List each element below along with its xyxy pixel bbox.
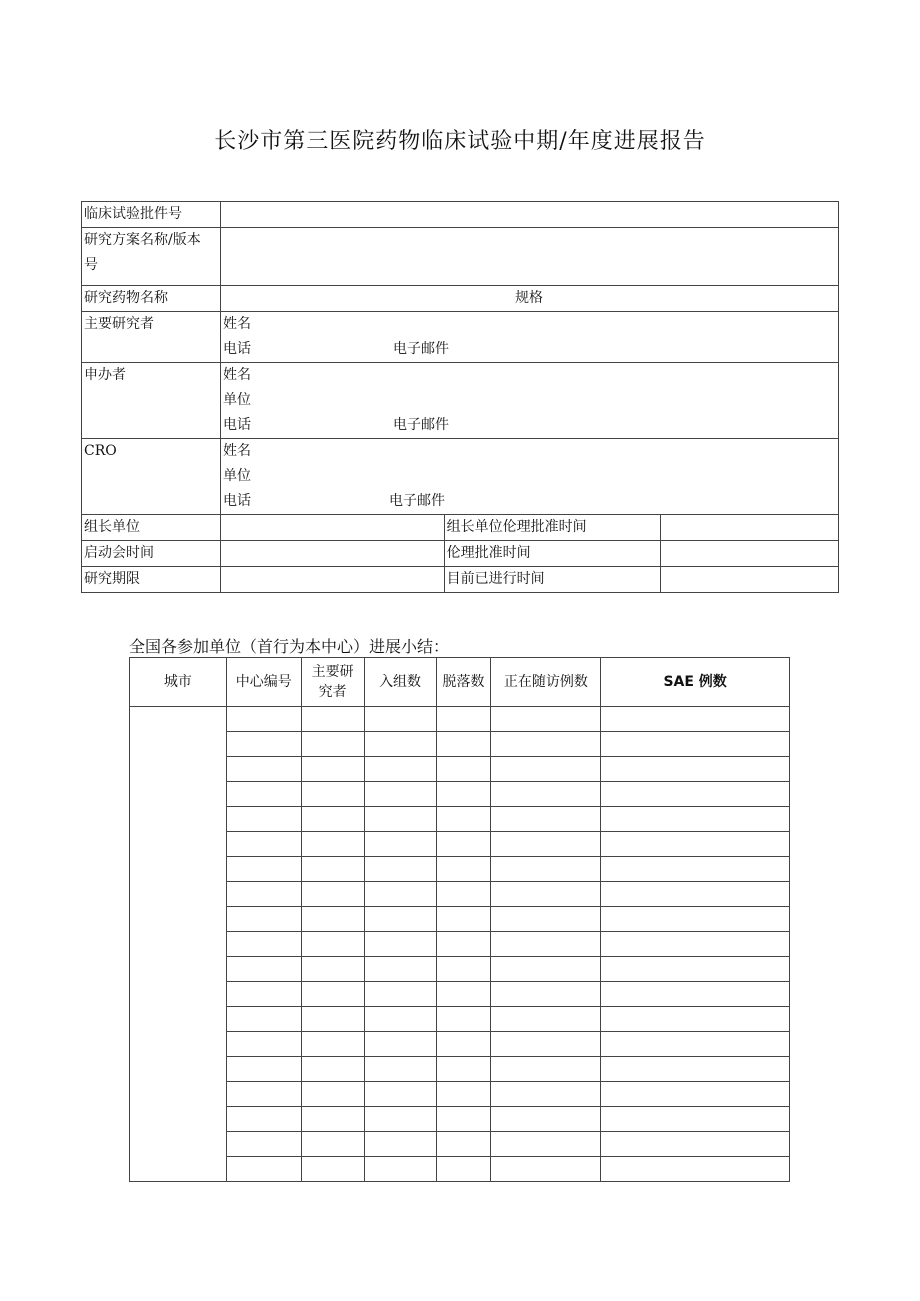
table-cell[interactable] [364,1032,436,1057]
table-cell[interactable] [226,957,301,982]
table-cell[interactable] [301,757,364,782]
table-cell[interactable] [436,757,491,782]
table-cell[interactable] [226,932,301,957]
table-cell[interactable] [601,1157,790,1182]
table-cell[interactable] [491,882,601,907]
table-cell[interactable] [491,832,601,857]
page-title: 长沙市第三医院药物临床试验中期/年度进展报告 [214,129,706,154]
table-cell[interactable] [491,1132,601,1157]
pi-details[interactable] [220,312,838,363]
table-cell[interactable] [364,982,436,1007]
table-cell[interactable] [601,707,790,732]
table-cell[interactable] [364,1082,436,1107]
col-pi: 主要研 究者 [301,658,364,707]
table-cell[interactable] [364,1007,436,1032]
cro-phone-label: 电话 [222,493,251,509]
cro-label: CRO [82,439,221,515]
table-cell[interactable] [491,1032,601,1057]
study-period-field[interactable] [220,567,444,593]
table-cell[interactable] [601,857,790,882]
table-cell[interactable] [436,1082,491,1107]
table-cell[interactable] [601,757,790,782]
table-cell[interactable] [364,907,436,932]
table-cell[interactable] [436,732,491,757]
table-cell[interactable] [301,782,364,807]
table-row [130,932,790,957]
table-row [130,982,790,1007]
table-cell[interactable] [226,1032,301,1057]
study-period-label: 研究期限 [82,567,221,593]
table-cell[interactable] [226,1082,301,1107]
table-row [130,1057,790,1082]
table-row [130,907,790,932]
table-row [130,857,790,882]
table-cell[interactable] [491,1057,601,1082]
table-cell[interactable] [301,1107,364,1132]
lead-unit-field[interactable] [220,515,444,541]
table-cell[interactable] [601,1032,790,1057]
table-cell[interactable] [364,882,436,907]
table-cell[interactable] [226,732,301,757]
col-enrolled: 入组数 [364,658,436,707]
approval-no-label: 临床试验批件号 [82,202,221,228]
drug-name-label: 研究药物名称 [82,286,221,312]
table-cell[interactable] [226,1057,301,1082]
ethics-time-field[interactable] [661,541,839,567]
summary-subtitle: 全国各参加单位（首行为本中心）进展小结： [129,637,450,656]
table-row [130,1157,790,1182]
table-cell[interactable] [301,1007,364,1032]
table-cell[interactable] [491,782,601,807]
table-cell[interactable] [226,882,301,907]
table-cell[interactable] [436,782,491,807]
table-row [130,732,790,757]
table-cell[interactable] [301,957,364,982]
table-cell[interactable] [436,1032,491,1057]
table-cell[interactable] [491,907,601,932]
table-cell[interactable] [491,1082,601,1107]
table-cell[interactable] [301,807,364,832]
table-cell[interactable] [301,982,364,1007]
center-progress-table [129,657,790,1182]
table-cell[interactable] [601,1007,790,1032]
table-cell[interactable] [436,1157,491,1182]
pi-name-label: 姓名 [222,316,251,332]
kickoff-time-label: 启动会时间 [82,541,221,567]
table-cell[interactable] [601,1107,790,1132]
table-cell[interactable] [301,1157,364,1182]
table-cell[interactable] [364,1157,436,1182]
table-cell[interactable] [601,907,790,932]
table-cell[interactable] [601,982,790,1007]
table-cell[interactable] [491,707,601,732]
table-cell[interactable] [436,1057,491,1082]
table-cell[interactable] [226,1107,301,1132]
table-cell[interactable] [491,857,601,882]
table-cell[interactable] [436,832,491,857]
table-cell[interactable] [301,1032,364,1057]
table-cell[interactable] [436,907,491,932]
table-cell[interactable] [601,832,790,857]
table-cell[interactable] [364,757,436,782]
table-row [130,882,790,907]
table-cell[interactable] [491,732,601,757]
table-row [130,1007,790,1032]
table-cell[interactable] [601,782,790,807]
table-row [130,707,790,732]
protocol-name-field[interactable] [220,228,838,286]
table-cell[interactable] [601,882,790,907]
table-cell[interactable] [436,882,491,907]
sponsor-label: 申办者 [82,363,221,439]
sponsor-details[interactable] [220,363,838,439]
table-cell[interactable] [226,1007,301,1032]
table-cell[interactable] [436,932,491,957]
ethics-time-label: 伦理批准时间 [444,541,661,567]
table-cell[interactable] [491,1007,601,1032]
table-cell[interactable] [436,807,491,832]
table-cell[interactable] [436,1107,491,1132]
table-cell[interactable] [301,857,364,882]
table-cell[interactable] [301,707,364,732]
table-cell[interactable] [364,1057,436,1082]
table-cell[interactable] [364,832,436,857]
table-cell[interactable] [301,1057,364,1082]
table-cell[interactable] [364,1132,436,1157]
table-cell[interactable] [491,957,601,982]
table-cell[interactable] [226,982,301,1007]
table-cell[interactable] [491,1157,601,1182]
col-city: 城市 [130,658,227,707]
table-cell[interactable] [364,1107,436,1132]
table-row [130,782,790,807]
table-cell[interactable] [491,1107,601,1132]
pi-email-label: 电子邮件 [392,341,449,357]
table-cell[interactable] [491,982,601,1007]
table-cell[interactable] [364,957,436,982]
cro-name-label: 姓名 [222,443,251,459]
table-cell[interactable] [601,732,790,757]
table-cell[interactable] [436,1132,491,1157]
table-cell[interactable] [226,807,301,832]
table-cell[interactable] [364,932,436,957]
approval-no-field[interactable] [220,202,838,228]
lead-unit-label: 组长单位 [82,515,221,541]
pi-label: 主要研究者 [82,312,221,363]
table-cell[interactable] [301,1132,364,1157]
table-cell[interactable] [601,932,790,957]
table-cell[interactable] [226,857,301,882]
elapsed-time-field[interactable] [661,567,839,593]
cro-email-label: 电子邮件 [388,493,445,509]
table-cell[interactable] [301,882,364,907]
summary-header-row [130,658,790,707]
table-row [130,1032,790,1057]
sponsor-name-label: 姓名 [222,367,251,383]
sponsor-phone-label: 电话 [222,417,251,433]
table-cell[interactable] [301,732,364,757]
col-followup: 正在随访例数 [491,658,601,707]
table-cell[interactable] [226,1132,301,1157]
table-row [130,1132,790,1157]
table-cell[interactable] [601,807,790,832]
table-row [130,1082,790,1107]
col-sae: SAE 例数 [601,658,790,707]
spec-label: 规格 [514,290,543,306]
table-cell[interactable] [364,807,436,832]
sponsor-unit-label: 单位 [222,392,251,408]
table-cell[interactable] [301,907,364,932]
table-cell[interactable] [601,1132,790,1157]
col-dropout: 脱落数 [436,658,491,707]
table-cell[interactable] [436,857,491,882]
table-cell[interactable] [226,1157,301,1182]
table-cell[interactable] [301,832,364,857]
sponsor-email-label: 电子邮件 [392,417,449,433]
table-cell[interactable] [491,757,601,782]
lead-ethics-time-label: 组长单位伦理批准时间 [444,515,661,541]
table-cell[interactable] [436,1007,491,1032]
table-row [130,1107,790,1132]
drug-spec-cell[interactable] [220,286,838,312]
pi-phone-label: 电话 [222,341,251,357]
table-cell[interactable] [436,707,491,732]
table-cell[interactable] [364,707,436,732]
table-cell[interactable] [364,857,436,882]
table-cell[interactable] [226,757,301,782]
kickoff-time-field[interactable] [220,541,444,567]
elapsed-time-label: 目前已进行时间 [444,567,661,593]
table-cell[interactable] [364,782,436,807]
table-row [130,832,790,857]
city-cell[interactable] [130,707,227,1182]
table-cell[interactable] [491,932,601,957]
table-cell[interactable] [301,1082,364,1107]
table-cell[interactable] [436,982,491,1007]
table-cell[interactable] [364,732,436,757]
table-cell[interactable] [436,957,491,982]
table-cell[interactable] [301,932,364,957]
table-cell[interactable] [601,1057,790,1082]
table-cell[interactable] [226,907,301,932]
lead-ethics-time-field[interactable] [661,515,839,541]
cro-unit-label: 单位 [222,468,251,484]
table-row [130,807,790,832]
trial-info-table [81,201,839,593]
table-cell[interactable] [226,707,301,732]
col-center-no: 中心编号 [226,658,301,707]
table-cell[interactable] [226,832,301,857]
table-cell[interactable] [491,807,601,832]
table-row [130,757,790,782]
cro-details[interactable] [220,439,838,515]
table-cell[interactable] [226,782,301,807]
table-cell[interactable] [601,957,790,982]
protocol-name-label: 研究方案名称/版本 号 [82,228,221,286]
table-cell[interactable] [601,1082,790,1107]
table-row [130,957,790,982]
